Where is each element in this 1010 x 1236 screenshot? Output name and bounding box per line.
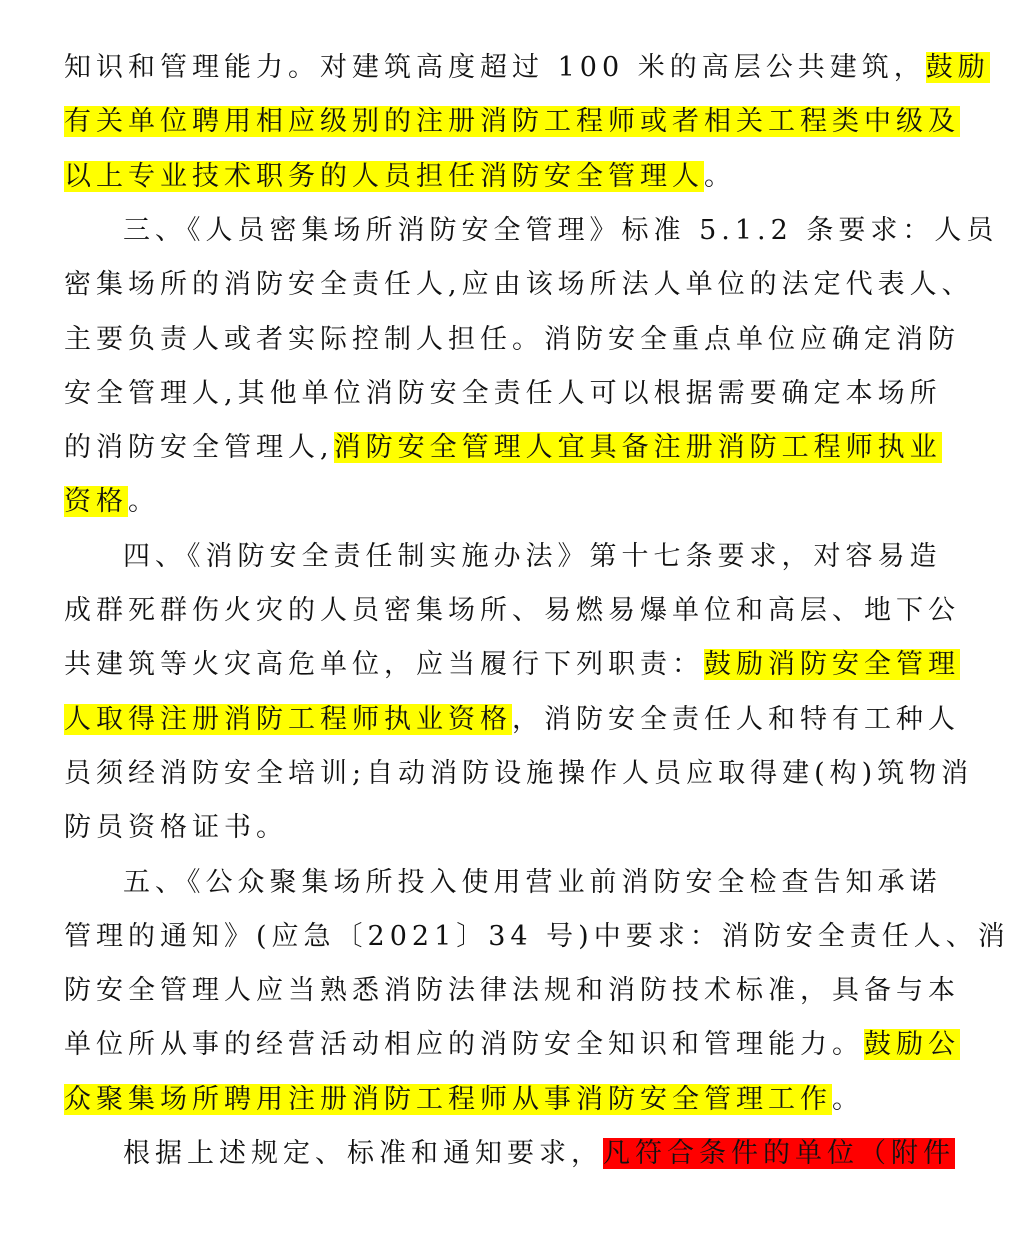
paragraph-first-line [123,534,942,580]
text-line [64,642,960,688]
paragraph-first-line [123,208,999,254]
highlighted-text-yellow: 鼓励消防安全管理 [704,649,960,680]
text-line [64,1077,864,1123]
text-segment: 员须经消防安全培训;自动消防设施操作人员应取得建(构)筑物消 [64,758,974,789]
highlighted-text-yellow: 资格 [64,486,128,517]
paragraph-first-line [123,1131,955,1177]
text-segment: 主要负责人或者实际控制人担任。消防安全重点单位应确定消防 [64,324,960,355]
text-segment: 三、《人员密集场所消防安全管理》标准 5.1.2 条要求：人员 [123,215,999,246]
paragraph-first-line [123,860,942,906]
text-segment: 成群死群伤火灾的人员密集场所、易燃易爆单位和高层、地下公 [64,595,960,626]
text-segment: 防员资格证书。 [64,812,288,843]
text-line [64,45,990,91]
text-segment: 安全管理人,其他单位消防安全责任人可以根据需要确定本场所 [64,378,942,409]
text-segment: 共建筑等火灾高危单位，应当履行下列职责： [64,649,704,680]
highlighted-text-yellow: 鼓励公 [864,1029,960,1060]
text-line [64,154,864,200]
highlighted-text-yellow: 有关单位聘用相应级别的注册消防工程师或者相关工程类中级及 [64,106,960,137]
text-segment: 。 [128,486,160,517]
text-segment: 单位所从事的经营活动相应的消防安全知识和管理能力。 [64,1029,864,1060]
text-segment: 根据上述规定、标准和通知要求， [123,1138,603,1169]
text-line [64,371,942,417]
text-segment: 防安全管理人应当熟悉消防法律法规和消防技术标准，具备与本 [64,975,960,1006]
text-line [64,697,960,743]
text-line [64,262,974,308]
highlighted-text-yellow: 众聚集场所聘用注册消防工程师从事消防安全管理工作 [64,1084,832,1115]
text-segment: ，消防安全责任人和特有工种人 [512,704,960,735]
highlighted-text-yellow: 人取得注册消防工程师执业资格 [64,704,512,735]
text-line [64,914,1010,960]
text-line [64,99,960,145]
highlighted-text-red: 凡符合条件的单位（附件 [603,1138,955,1169]
text-segment: 密集场所的消防安全责任人,应由该场所法人单位的法定代表人、 [64,269,974,300]
text-segment: 管理的通知》(应急〔2021〕34 号)中要求：消防安全责任人、消 [64,921,1010,952]
text-segment: 。 [704,161,736,192]
highlighted-text-yellow: 鼓励 [925,52,990,83]
text-segment: 知识和管理能力。对建筑高度超过 100 米的高层公共建筑， [64,52,926,83]
text-segment: 的消防安全管理人, [64,432,334,463]
text-line [64,968,960,1014]
text-line [64,317,960,363]
text-segment: 五、《公众聚集场所投入使用营业前消防安全检查告知承诺 [123,867,942,898]
text-line [64,1022,960,1068]
text-line [64,805,864,851]
text-line [64,479,864,525]
text-line [64,425,942,471]
text-line [64,751,974,797]
highlighted-text-yellow: 以上专业技术职务的人员担任消防安全管理人 [64,161,704,192]
text-segment: 四、《消防安全责任制实施办法》第十七条要求，对容易造 [123,541,942,572]
highlighted-text-yellow: 消防安全管理人宜具备注册消防工程师执业 [333,432,942,463]
text-segment: 。 [832,1084,864,1115]
text-line [64,588,960,634]
